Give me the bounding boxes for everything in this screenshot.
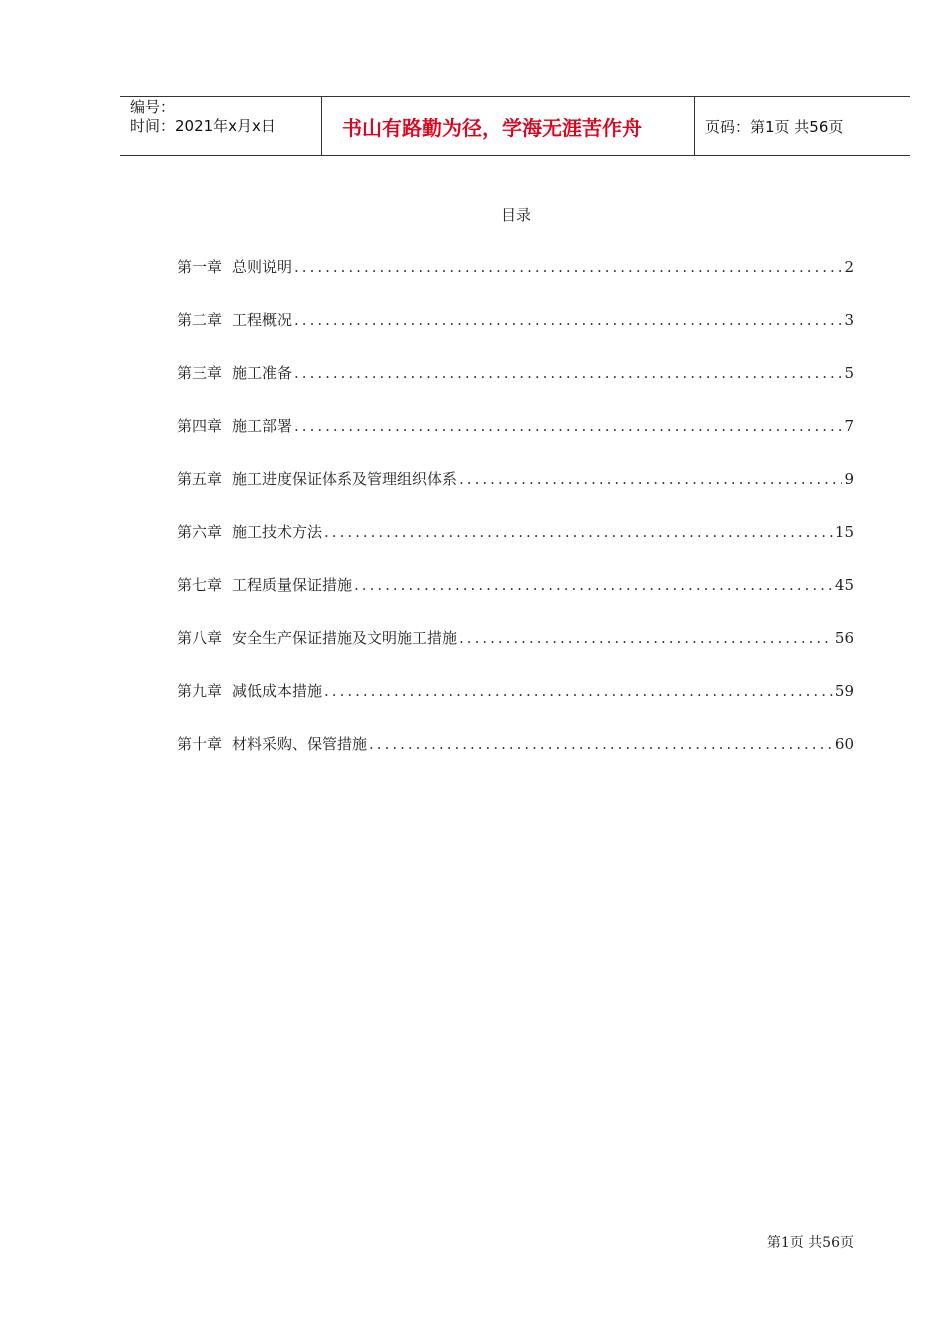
- toc-chapter-label: 第一章: [177, 258, 223, 276]
- header-motto-cell: [321, 97, 695, 155]
- toc-chapter-title: 施工部署: [232, 417, 293, 435]
- toc-leader-dots: [459, 470, 842, 488]
- toc-chapter-label: 第四章: [177, 417, 223, 435]
- toc-entry-7[interactable]: [177, 574, 854, 627]
- toc-page-number: 60: [834, 735, 854, 753]
- toc-chapter-title: 工程质量保证措施: [232, 576, 353, 594]
- toc-entry-6[interactable]: [177, 521, 854, 574]
- toc-leader-dots: [294, 417, 842, 435]
- header-motto: 书山有路勤为径，学海无涯苦作舟: [342, 115, 642, 140]
- toc-entry-text: [177, 309, 292, 330]
- table-of-contents: [177, 256, 854, 786]
- toc-page-number: 3: [844, 311, 854, 329]
- toc-entry-text: [177, 521, 322, 542]
- toc-chapter-title: 施工准备: [232, 364, 293, 382]
- toc-page-number: 7: [844, 417, 854, 435]
- toc-entry-10[interactable]: [177, 733, 854, 786]
- header-page-cell: [695, 97, 910, 155]
- toc-chapter-title: 施工进度保证体系及管理组织体系: [232, 470, 458, 488]
- page-header: [120, 96, 910, 156]
- toc-entry-5[interactable]: [177, 468, 854, 521]
- toc-chapter-title: 工程概况: [232, 311, 293, 329]
- toc-chapter-label: 第三章: [177, 364, 223, 382]
- toc-leader-dots: [294, 258, 842, 276]
- toc-entry-text: [177, 627, 457, 648]
- toc-entry-9[interactable]: [177, 680, 854, 733]
- toc-leader-dots: [459, 629, 833, 647]
- document-number-label: 编号：: [130, 98, 176, 116]
- toc-entry-text: [177, 415, 292, 436]
- toc-page-number: 2: [844, 258, 854, 276]
- toc-chapter-title: 减低成本措施: [232, 682, 323, 700]
- toc-chapter-label: 第七章: [177, 576, 223, 594]
- toc-entry-text: [177, 574, 352, 595]
- toc-chapter-title: 总则说明: [232, 258, 293, 276]
- toc-entry-3[interactable]: [177, 362, 854, 415]
- toc-chapter-title: 施工技术方法: [232, 523, 323, 541]
- document-time-label: 时间：2021年x月x日: [130, 117, 276, 135]
- toc-entry-8[interactable]: [177, 627, 854, 680]
- toc-title: 目录: [500, 206, 531, 224]
- toc-leader-dots: [294, 311, 842, 329]
- toc-page-number: 5: [844, 364, 854, 382]
- toc-page-number: 59: [834, 682, 854, 700]
- toc-chapter-label: 第五章: [177, 470, 223, 488]
- toc-page-number: 45: [834, 576, 854, 594]
- toc-entry-4[interactable]: [177, 415, 854, 468]
- toc-chapter-label: 第九章: [177, 682, 223, 700]
- toc-leader-dots: [324, 523, 833, 541]
- page-footer: 第1页 共56页: [766, 1235, 854, 1251]
- toc-entry-text: [177, 733, 367, 754]
- toc-entry-text: [177, 362, 292, 383]
- toc-leader-dots: [369, 735, 833, 753]
- toc-entry-text: [177, 680, 322, 701]
- toc-chapter-label: 第八章: [177, 629, 223, 647]
- toc-page-number: 56: [834, 629, 854, 647]
- toc-entry-text: [177, 468, 457, 489]
- toc-page-number: 15: [834, 523, 854, 541]
- toc-leader-dots: [324, 682, 833, 700]
- toc-chapter-title: 材料采购、保管措施: [232, 735, 368, 753]
- toc-chapter-label: 第二章: [177, 311, 223, 329]
- toc-chapter-label: 第十章: [177, 735, 223, 753]
- toc-leader-dots: [294, 364, 842, 382]
- header-info-cell: [120, 97, 321, 155]
- toc-leader-dots: [354, 576, 833, 594]
- toc-entry-2[interactable]: [177, 309, 854, 362]
- toc-page-number: 9: [844, 470, 854, 488]
- toc-chapter-title: 安全生产保证措施及文明施工措施: [232, 629, 458, 647]
- toc-entry-text: [177, 256, 292, 277]
- header-page-number: 页码：第1页 共56页: [705, 117, 844, 136]
- toc-chapter-label: 第六章: [177, 523, 223, 541]
- toc-entry-1[interactable]: [177, 256, 854, 309]
